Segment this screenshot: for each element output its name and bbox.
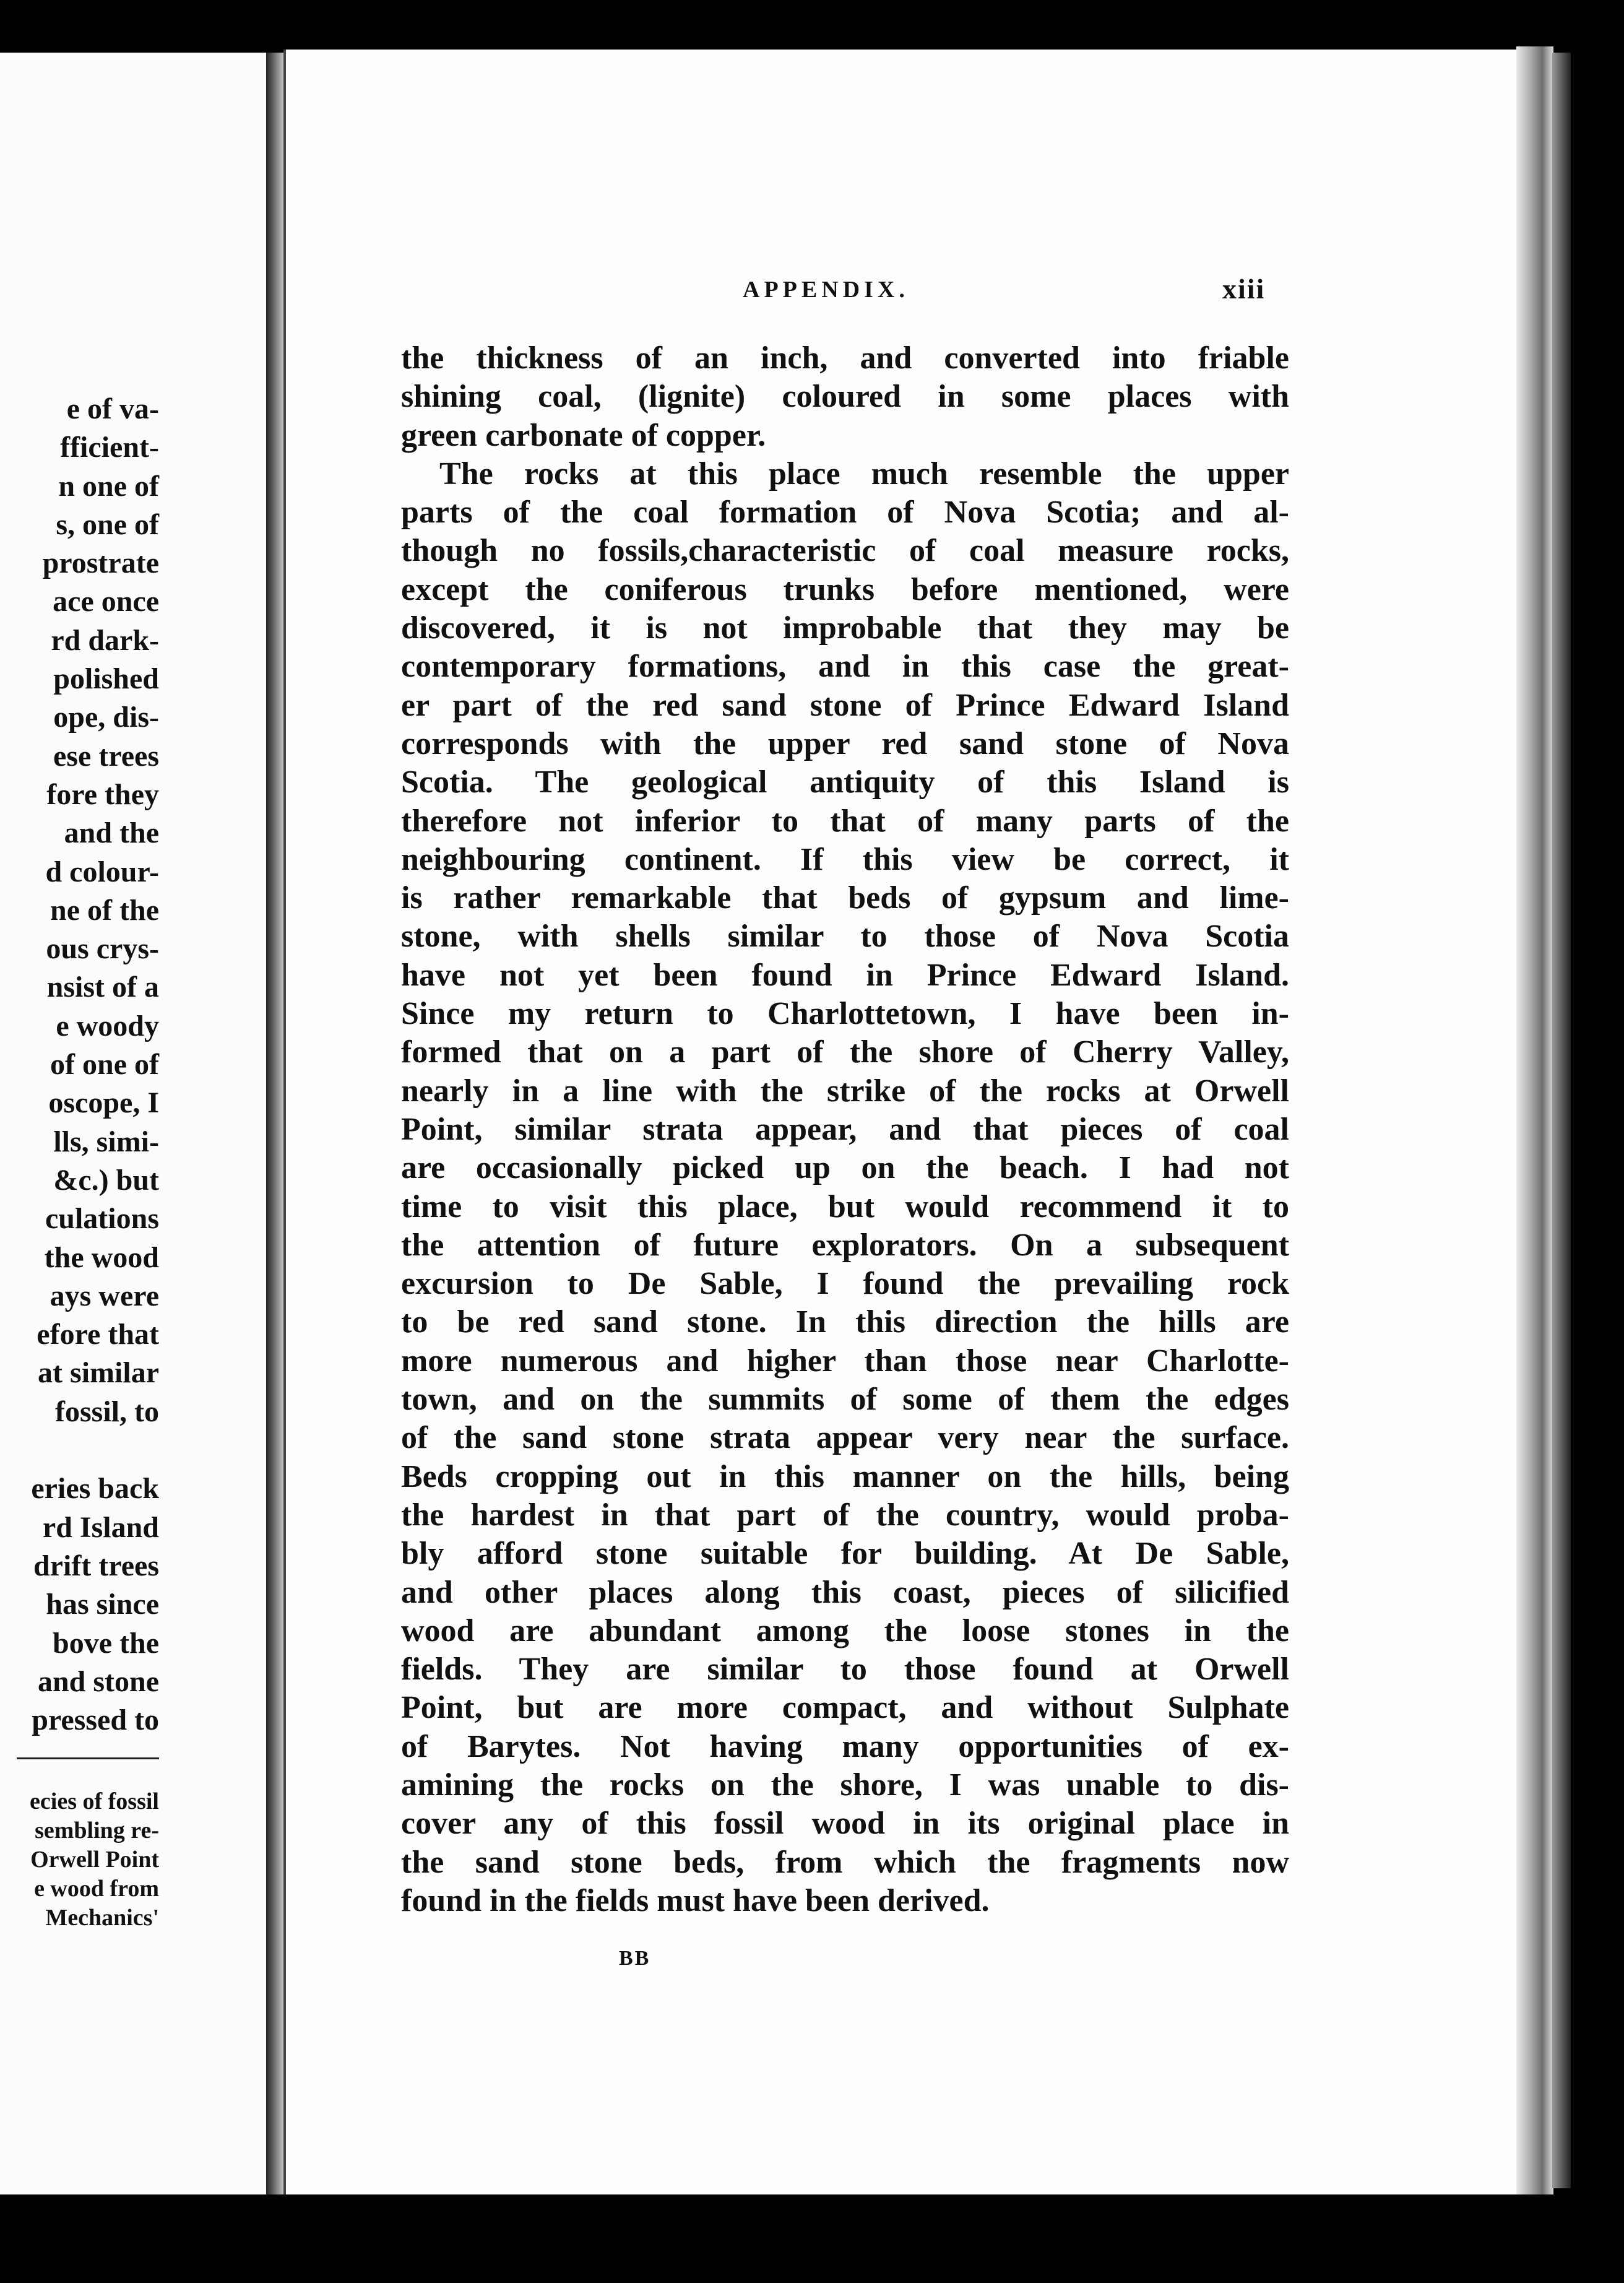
left-page-line: pressed to — [32, 1704, 159, 1737]
left-page-line: ese trees — [53, 739, 159, 773]
left-page-body — [0, 390, 159, 1739]
body-line: the attention of future explorators. On a subsequent — [401, 1227, 1289, 1263]
left-page-line: s, one of — [56, 508, 159, 541]
body-line: to be red sand stone. In this direction the hills are — [401, 1304, 1289, 1340]
body-line: though no fossils,characteristic of coal measure rocks, — [401, 533, 1289, 569]
left-page-line: the wood — [44, 1241, 159, 1274]
body-line: discovered, it is not improbable that they may be — [401, 610, 1289, 646]
left-page-line: drift trees — [33, 1549, 159, 1582]
body-line: therefore not inferior to that of many parts of the — [401, 803, 1289, 839]
body-line: of the sand stone strata appear very near the surface. — [401, 1420, 1289, 1456]
left-page-line: polished — [53, 662, 159, 696]
body-line: formed that on a part of the shore of Cherry Valley, — [401, 1034, 1289, 1070]
page-edge — [1516, 46, 1553, 2194]
body-line: more numerous and higher than those near Charlotte- — [401, 1343, 1289, 1379]
left-page-line: lls, simi- — [53, 1125, 159, 1158]
left-facing-page — [0, 53, 277, 2194]
body-line: fields. They are similar to those found at Orwell — [401, 1652, 1289, 1687]
book-gutter — [266, 53, 285, 2194]
left-page-line: has since — [46, 1588, 159, 1621]
body-line: time to visit this place, but would recommend it to — [401, 1189, 1289, 1224]
footnote-rule — [17, 1757, 159, 1759]
body-line: corresponds with the upper red sand stone of Nova — [401, 726, 1289, 761]
left-page-line: d colour- — [45, 855, 159, 888]
body-line: found in the fields must have been derived. — [401, 1882, 990, 1918]
body-line: nearly in a line with the strike of the rocks at Orwell — [401, 1073, 1289, 1109]
left-page-line: eries back — [31, 1472, 159, 1505]
footnote-line: e wood from — [34, 1876, 159, 1902]
body-line: the sand stone beds, from which the fragments now — [401, 1844, 1289, 1880]
body-line: Beds cropping out in this manner on the hills, being — [401, 1458, 1289, 1494]
page-body — [401, 339, 1289, 1920]
page-number: xiii — [1222, 273, 1266, 305]
running-head: APPENDIX. — [743, 277, 909, 303]
left-page-line: culations — [45, 1202, 159, 1236]
body-line: and other places along this coast, pieces of silicified — [401, 1574, 1289, 1610]
body-line: Scotia. The geological antiquity of this Island is — [401, 765, 1289, 800]
footnote-line: sembling re- — [35, 1817, 159, 1843]
left-page-line: e woody — [56, 1009, 159, 1042]
left-page-line: efore that — [37, 1318, 159, 1351]
left-page-line: rd dark- — [51, 623, 159, 657]
left-page-line: ays were — [50, 1279, 159, 1312]
left-page-line: fore they — [46, 778, 159, 811]
body-line: shining coal, (lignite) coloured in some places with — [401, 379, 1289, 415]
body-line: have not yet been found in Prince Edward Island. — [401, 957, 1289, 993]
body-line: The rocks at this place much resemble the upper — [439, 456, 1289, 492]
footnote-line: Mechanics' — [45, 1905, 159, 1931]
left-page-line: e of va- — [66, 392, 159, 425]
body-line: contemporary formations, and in this case the great- — [401, 649, 1289, 685]
body-line: except the coniferous trunks before mentioned, were — [401, 571, 1289, 607]
body-line: Point, similar strata appear, and that pieces of coal — [401, 1111, 1289, 1147]
body-line: excursion to De Sable, I found the prevailing rock — [401, 1266, 1289, 1302]
left-page-line: bove the — [53, 1626, 159, 1660]
body-line: of Barytes. Not having many opportunities of ex- — [401, 1728, 1289, 1764]
left-page-footnotes — [0, 1787, 159, 1933]
left-page-line: fossil, to — [55, 1395, 159, 1428]
left-page-line: ace once — [53, 585, 159, 618]
body-line: the hardest in that part of the country, would proba- — [401, 1497, 1289, 1533]
body-line: Point, but are more compact, and without Sulphate — [401, 1690, 1289, 1726]
left-page-line: oscope, I — [48, 1086, 159, 1120]
left-page-line: ope, dis- — [53, 701, 159, 734]
body-line: er part of the red sand stone of Prince Edward Island — [401, 687, 1289, 723]
left-page-line: ous crys- — [46, 932, 159, 966]
signature-mark: BB — [619, 1947, 651, 1970]
left-page-line: and stone — [37, 1665, 159, 1698]
body-line: are occasionally picked up on the beach. I had not — [401, 1150, 1289, 1186]
body-line: green carbonate of copper. — [401, 417, 766, 453]
body-line: stone, with shells similar to those of Nova Scotia — [401, 919, 1289, 955]
footnote-line: Orwell Point — [30, 1847, 159, 1873]
left-page-line: nsist of a — [46, 971, 159, 1004]
footnote-line: ecies of fossil — [30, 1788, 159, 1814]
left-page-line: prostrate — [42, 547, 159, 580]
left-page-line: of one of — [50, 1048, 159, 1081]
body-line: wood are abundant among the loose stones in the — [401, 1613, 1289, 1648]
left-page-line — [0, 1431, 159, 1470]
body-line: town, and on the summits of some of them the edges — [401, 1382, 1289, 1418]
page-edge-shadow — [1552, 53, 1571, 2188]
left-page-line: rd Island — [42, 1510, 159, 1544]
body-line: parts of the coal formation of Nova Scotia; and al- — [401, 495, 1289, 531]
body-line: Since my return to Charlottetown, I have been in- — [401, 996, 1289, 1032]
left-page-line: n one of — [58, 469, 159, 503]
body-line: amining the rocks on the shore, I was unable to dis- — [401, 1767, 1289, 1803]
body-line: the thickness of an inch, and converted into friable — [401, 340, 1289, 376]
body-line: cover any of this fossil wood in its original place in — [401, 1806, 1289, 1842]
left-page-line: ne of the — [50, 893, 159, 927]
left-page-line: at similar — [38, 1356, 159, 1390]
left-page-line: &c.) but — [53, 1163, 159, 1197]
body-line: bly afford stone suitable for building. At De Sable, — [401, 1536, 1289, 1572]
left-page-line: and the — [64, 817, 159, 850]
body-line: is rather remarkable that beds of gypsum and lime- — [401, 880, 1289, 916]
body-line: neighbouring continent. If this view be correct, it — [401, 841, 1289, 877]
left-page-line: fficient- — [60, 431, 159, 464]
